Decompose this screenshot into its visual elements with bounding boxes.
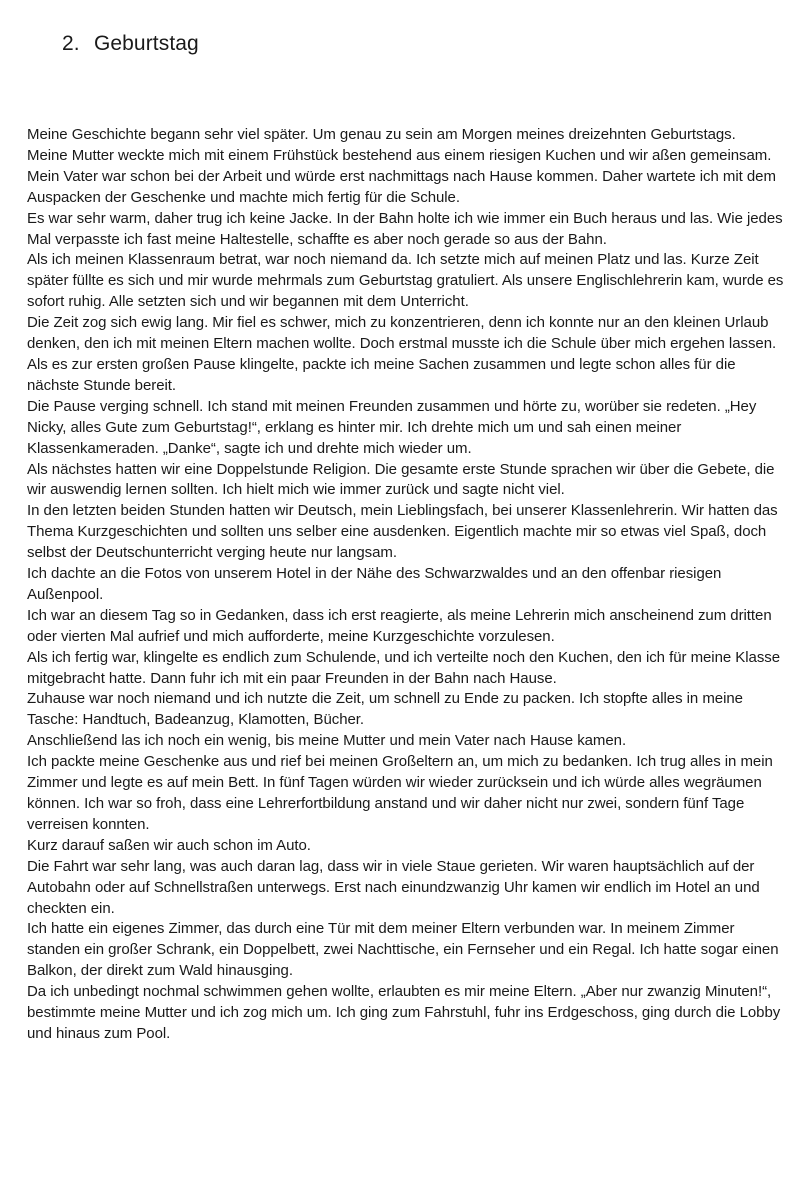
chapter-body bbox=[27, 125, 787, 1045]
paragraph: Zuhause war noch niemand und ich nutzte die Zeit, um schnell zu Ende zu packen. Ich stopfte alles in meine Tasche: Handtuch, Badeanzug, Klamotten, Bücher. bbox=[27, 690, 743, 729]
paragraph: Ich dachte an die Fotos von unserem Hotel in der Nähe des Schwarzwaldes und an den offenbar riesigen Außenpool. bbox=[27, 565, 722, 603]
paragraph: Als ich fertig war, klingelte es endlich zum Schulende, und ich verteilte noch den Kuchen, den ich für meine Klasse mitgebracht hatte. Dann fuhr ich mit ein paar Freunden in der Bahn nach Hause. bbox=[27, 648, 781, 687]
paragraph: Als es zur ersten großen Pause klingelte, packte ich meine Sachen zusammen und legte schon alles für die nächste Stunde bereit. bbox=[27, 355, 736, 394]
paragraph: Anschließend las ich noch ein wenig, bis meine Mutter und mein Vater nach Hause kamen. bbox=[27, 732, 627, 750]
paragraph: Ich war an diesem Tag so in Gedanken, dass ich erst reagierte, als meine Lehrerin mich anscheinend zum dritten oder vierten Mal aufrief und mich aufforderte, meine Kurzgeschichte vorzulesen. bbox=[27, 606, 772, 645]
chapter-title: Geburtstag bbox=[93, 32, 199, 55]
paragraph: Ich packte meine Geschenke aus und rief bei meinen Großeltern an, um mich zu bedanken. Ich trug alles in mein Zimmer und legte es auf mein Bett. In fünf Tagen würden wir wieder zurücksein und ich würde alles wegräumen können. Ich war so froh, dass eine Lehrerfortbildung anstand und wir daher nicht nur zwei, sondern fünf Tage verreisen konnten. bbox=[27, 753, 773, 833]
paragraph: Ich hatte ein eigenes Zimmer, das durch eine Tür mit dem meiner Eltern verbunden war. In meinem Zimmer standen ein großer Schrank, ein Doppelbett, zwei Nachttische, ein Fernseher und ein Regal. Ich hatte sogar einen Balkon, der direkt zum Wald hinausging. bbox=[27, 920, 779, 980]
paragraph: Kurz darauf saßen wir auch schon im Auto. bbox=[27, 836, 311, 854]
paragraph: Da ich unbedingt nochmal schwimmen gehen wollte, erlaubten es mir meine Eltern. „Aber nur zwanzig Minuten!“, bestimmte meine Mutter und ich zog mich um. Ich ging zum Fahrstuhl, fuhr ins Erdgeschoss, ging durch die Lobby und hinaus zum Pool. bbox=[27, 983, 781, 1042]
paragraph: Als ich meinen Klassenraum betrat, war noch niemand da. Ich setzte mich auf meinen Platz und las. Kurze Zeit später füllte es sich und mir wurde mehrmals zum Geburtstag gratuliert. Als unsere Englischlehrerin kam, wurde es sofort ruhig. Alle setzten sich und wir begannen mit dem Unterricht. bbox=[27, 251, 784, 311]
chapter-number: 2. bbox=[62, 32, 80, 55]
paragraph: Die Pause verging schnell. Ich stand mit meinen Freunden zusammen und hörte zu, worüber sie redeten. „Hey Nicky, alles Gute zum Geburtstag!“, erklang es hinter mir. Ich drehte mich um und sah einen meiner Klassenkameraden. „Danke“, sagte ich und drehte mich wieder um. bbox=[27, 397, 757, 457]
paragraph: In den letzten beiden Stunden hatten wir Deutsch, mein Lieblingsfach, bei unserer Klassenlehrerin. Wir hatten das Thema Kurzgeschichten und sollten uns selber eine ausdenken. Eigentlich machte mir so etwas viel Spaß, doch selbst der Deutschunterricht verging heute nur langsam. bbox=[27, 502, 778, 562]
paragraph: Meine Geschichte begann sehr viel später. Um genau zu sein am Morgen meines dreizehnten Geburtstags. bbox=[27, 126, 736, 143]
paragraph: Meine Mutter weckte mich mit einem Frühstück bestehend aus einem riesigen Kuchen und wir aßen gemeinsam. Mein Vater war schon bei der Arbeit und würde erst nachmittags nach Hause kommen. Daher wartete ich mit dem Auspacken der Geschenke und machte mich fertig für die Schule. bbox=[27, 146, 776, 206]
paragraph: Als nächstes hatten wir eine Doppelstunde Religion. Die gesamte erste Stunde sprachen wir über die Gebete, die wir auswendig lernen sollten. Ich hielt mich wie immer zurück und sagte nicht viel. bbox=[27, 460, 775, 499]
paragraph: Es war sehr warm, daher trug ich keine Jacke. In der Bahn holte ich wie immer ein Buch heraus und las. Wie jedes Mal verpasste ich fast meine Haltestelle, schaffte es aber noch gerade so aus der Bahn. bbox=[27, 209, 783, 248]
paragraph: Die Zeit zog sich ewig lang. Mir fiel es schwer, mich zu konzentrieren, denn ich konnte nur an den kleinen Urlaub denken, den ich mit meinen Eltern machen wollte. Doch erstmal musste ich die Schule über mich ergehen lassen. bbox=[27, 314, 777, 353]
paragraph: Die Fahrt war sehr lang, was auch daran lag, dass wir in viele Staue gerieten. Wir waren hauptsächlich auf der Autobahn oder auf Schnellstraßen unterwegs. Erst nach einundzwanzig Uhr kamen wir endlich im Hotel an und checkten ein. bbox=[27, 857, 760, 917]
chapter-heading bbox=[62, 32, 199, 56]
